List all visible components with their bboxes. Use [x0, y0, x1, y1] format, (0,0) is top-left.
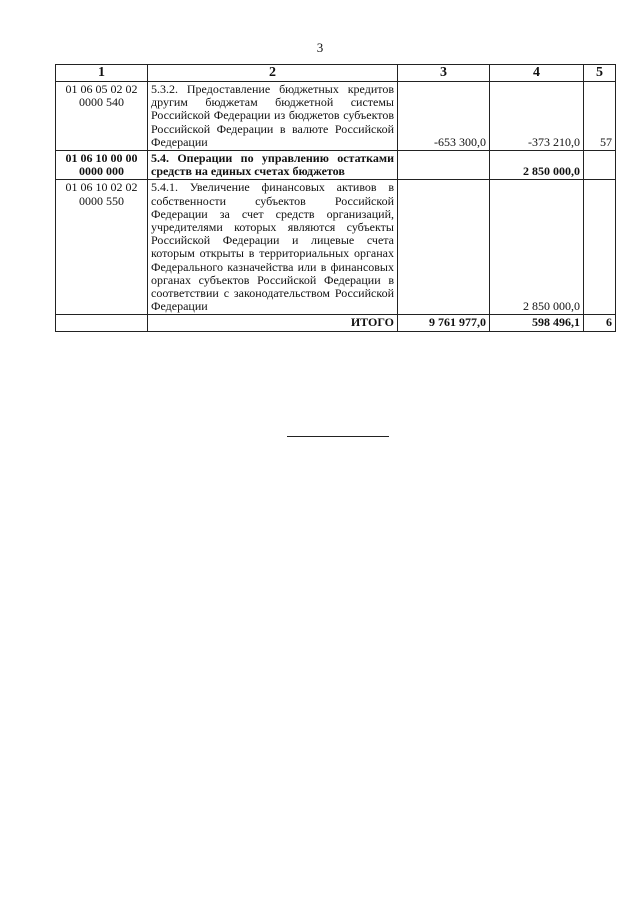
- row-description: 5.3.2. Предоставление бюджетных кредитов другим бюджетам бюджетной системы Российской Федерации из бюджетов субъектов Российской Федерации в валюте Российской Федерации: [148, 82, 398, 151]
- row-code: 01 06 10 00 00 0000 000: [56, 151, 148, 180]
- total-empty-cell: [56, 315, 148, 331]
- total-value-col5: 6: [584, 315, 616, 331]
- table-header-row: [56, 65, 616, 82]
- end-separator-line: [287, 436, 389, 437]
- column-header-4: 4: [490, 65, 584, 82]
- table-row: [56, 151, 616, 180]
- table-row: [56, 180, 616, 315]
- table-row: [56, 82, 616, 151]
- row-value-col4: 2 850 000,0: [490, 180, 584, 315]
- total-value-col4: 598 496,1: [490, 315, 584, 331]
- total-label: ИТОГО: [148, 315, 398, 331]
- row-description: 5.4.1. Увеличение финансовых активов в собственности субъектов Российской Федерации за счет средств организаций, учредителями которых являются субъекты Российской Федерации и лицевые счета которым открыты в территориальных органах Федерального казначейства или в финансовых органах субъектов Российской Федерации в соответствии с законодательством Российской Федерации: [148, 180, 398, 315]
- column-header-1: 1: [56, 65, 148, 82]
- row-value-col4: 2 850 000,0: [490, 151, 584, 180]
- row-value-col5: 57: [584, 82, 616, 151]
- row-value-col5: [584, 180, 616, 315]
- row-value-col3: -653 300,0: [398, 82, 490, 151]
- row-code: 01 06 05 02 02 0000 540: [56, 82, 148, 151]
- budget-table: [55, 64, 616, 332]
- column-header-2: 2: [148, 65, 398, 82]
- row-value-col3: [398, 180, 490, 315]
- column-header-5: 5: [584, 65, 616, 82]
- row-value-col4: -373 210,0: [490, 82, 584, 151]
- column-header-3: 3: [398, 65, 490, 82]
- row-value-col5: [584, 151, 616, 180]
- page-number: 3: [316, 40, 324, 55]
- total-row: [56, 315, 616, 331]
- row-code: 01 06 10 02 02 0000 550: [56, 180, 148, 315]
- row-value-col3: [398, 151, 490, 180]
- total-value-col3: 9 761 977,0: [398, 315, 490, 331]
- row-description: 5.4. Операции по управлению остатками средств на единых счетах бюджетов: [148, 151, 398, 180]
